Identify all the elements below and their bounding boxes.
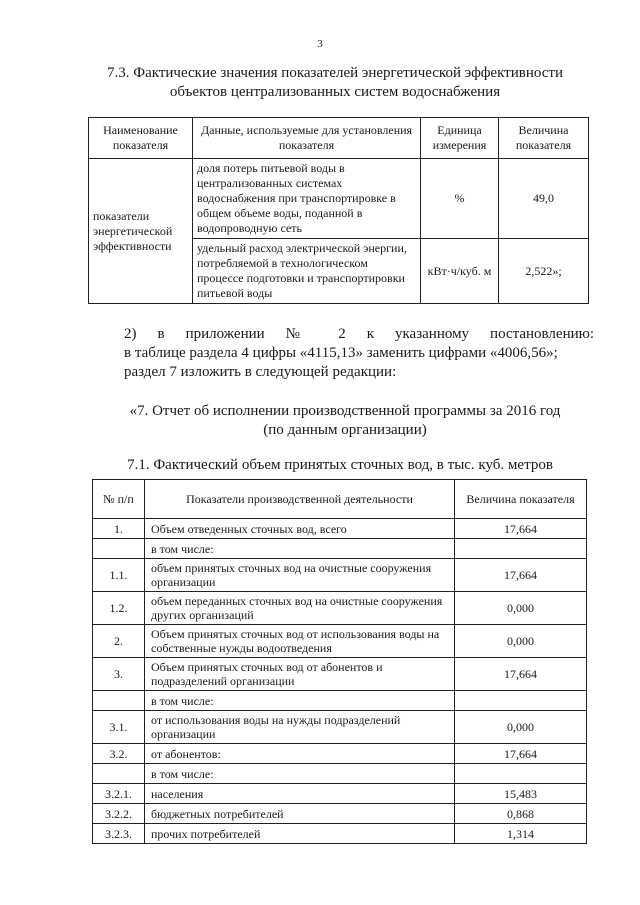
row-number: 3.1.: [93, 711, 145, 744]
row-number: 3.2.3.: [93, 824, 145, 844]
row-label: объем принятых сточных вод на очистные сооружения организации: [145, 559, 455, 592]
row-label: Объем отведенных сточных вод, всего: [145, 519, 455, 539]
row-number: 3.2.1.: [93, 784, 145, 804]
wastewater-table: [92, 479, 587, 844]
row-value: [455, 691, 587, 711]
row-number: 3.2.: [93, 744, 145, 764]
column-header: № п/п: [93, 480, 145, 519]
row-label: населения: [145, 784, 455, 804]
table-row: [93, 519, 587, 539]
row-value: [455, 764, 587, 784]
row-label: в том числе:: [145, 691, 455, 711]
paragraph-line: в таблице раздела 4 цифры «4115,13» заменить цифрами «4006,56»;: [124, 345, 558, 361]
table-header-row: [93, 480, 587, 519]
table-cell: доля потерь питьевой воды в централизованных системах водоснабжения при транспортировке в общем объеме воды, поданной в водопроводную сеть: [193, 159, 421, 239]
row-number: [93, 539, 145, 559]
table-row: [93, 625, 587, 658]
section-7-title-line1: «7. Отчет об исполнении производственной программы за 2016 год: [129, 403, 561, 419]
row-value: 1,314: [455, 824, 587, 844]
row-value: 0,000: [455, 625, 587, 658]
table-row: [93, 824, 587, 844]
row-label: в том числе:: [145, 764, 455, 784]
table-row: [93, 711, 587, 744]
row-number: 2.: [93, 625, 145, 658]
row-value: 15,483: [455, 784, 587, 804]
section-7-title-line2: (по данным организации): [263, 422, 427, 438]
row-number: [93, 764, 145, 784]
column-header: Данные, используемые для установления показателя: [193, 118, 421, 159]
row-label: Объем принятых сточных вод от абонентов и подразделений организации: [145, 658, 455, 691]
table-cell: %: [421, 159, 499, 239]
table-cell: 49,0: [499, 159, 589, 239]
row-value: [455, 539, 587, 559]
column-header: Величина показателя: [499, 118, 589, 159]
row-label: прочих потребителей: [145, 824, 455, 844]
row-value: 17,664: [455, 744, 587, 764]
table-cell: удельный расход электрической энергии, потребляемой в технологическом процессе подготовки и транспортировки питьевой воды: [193, 239, 421, 304]
paragraph-line: раздел 7 изложить в следующей редакции:: [124, 364, 397, 380]
table-row: [93, 744, 587, 764]
section-7-title: [110, 402, 580, 440]
row-value: 0,000: [455, 711, 587, 744]
energy-efficiency-table: [88, 117, 589, 304]
amendment-paragraph: [124, 325, 594, 382]
table-row: [93, 804, 587, 824]
row-label: от абонентов:: [145, 744, 455, 764]
row-number: 3.: [93, 658, 145, 691]
table-row: [93, 764, 587, 784]
section-73-title-line1: 7.3. Фактические значения показателей энергетической эффективности: [107, 65, 563, 81]
row-value: 17,664: [455, 519, 587, 539]
row-number: [93, 691, 145, 711]
group-label: показатели энергетической эффективности: [89, 159, 193, 304]
table-row: [93, 592, 587, 625]
row-label: объем переданных сточных вод на очистные сооружения других организаций: [145, 592, 455, 625]
row-label: от использования воды на нужды подразделений организации: [145, 711, 455, 744]
table-row: [93, 658, 587, 691]
row-number: 1.2.: [93, 592, 145, 625]
column-header: Единица измерения: [421, 118, 499, 159]
row-label: Объем принятых сточных вод от использования воды на собственные нужды водоотведения: [145, 625, 455, 658]
section-73-title-line2: объектов централизованных систем водоснабжения: [169, 84, 501, 100]
column-header: Величина показателя: [455, 480, 587, 519]
row-value: 0,868: [455, 804, 587, 824]
row-value: 17,664: [455, 658, 587, 691]
section-71-title: 7.1. Фактический объем принятых сточных вод, в тыс. куб. метров: [127, 457, 553, 473]
column-header: Показатели производственной деятельности: [145, 480, 455, 519]
table-row: [93, 539, 587, 559]
section-73-title: [70, 64, 600, 102]
row-number: 1.: [93, 519, 145, 539]
table-row: [93, 691, 587, 711]
column-header: Наименование показателя: [89, 118, 193, 159]
table-row: [89, 159, 589, 239]
row-number: 1.1.: [93, 559, 145, 592]
table-header-row: [89, 118, 589, 159]
row-label: в том числе:: [145, 539, 455, 559]
table-cell: 2,522»;: [499, 239, 589, 304]
paragraph-line: 2) в приложении № 2 к указанному постановлению:: [124, 326, 594, 342]
row-value: 0,000: [455, 592, 587, 625]
row-number: 3.2.2.: [93, 804, 145, 824]
row-value: 17,664: [455, 559, 587, 592]
table-row: [93, 559, 587, 592]
table-row: [93, 784, 587, 804]
row-label: бюджетных потребителей: [145, 804, 455, 824]
table-cell: кВт·ч/куб. м: [421, 239, 499, 304]
page-number: 3: [317, 38, 323, 50]
